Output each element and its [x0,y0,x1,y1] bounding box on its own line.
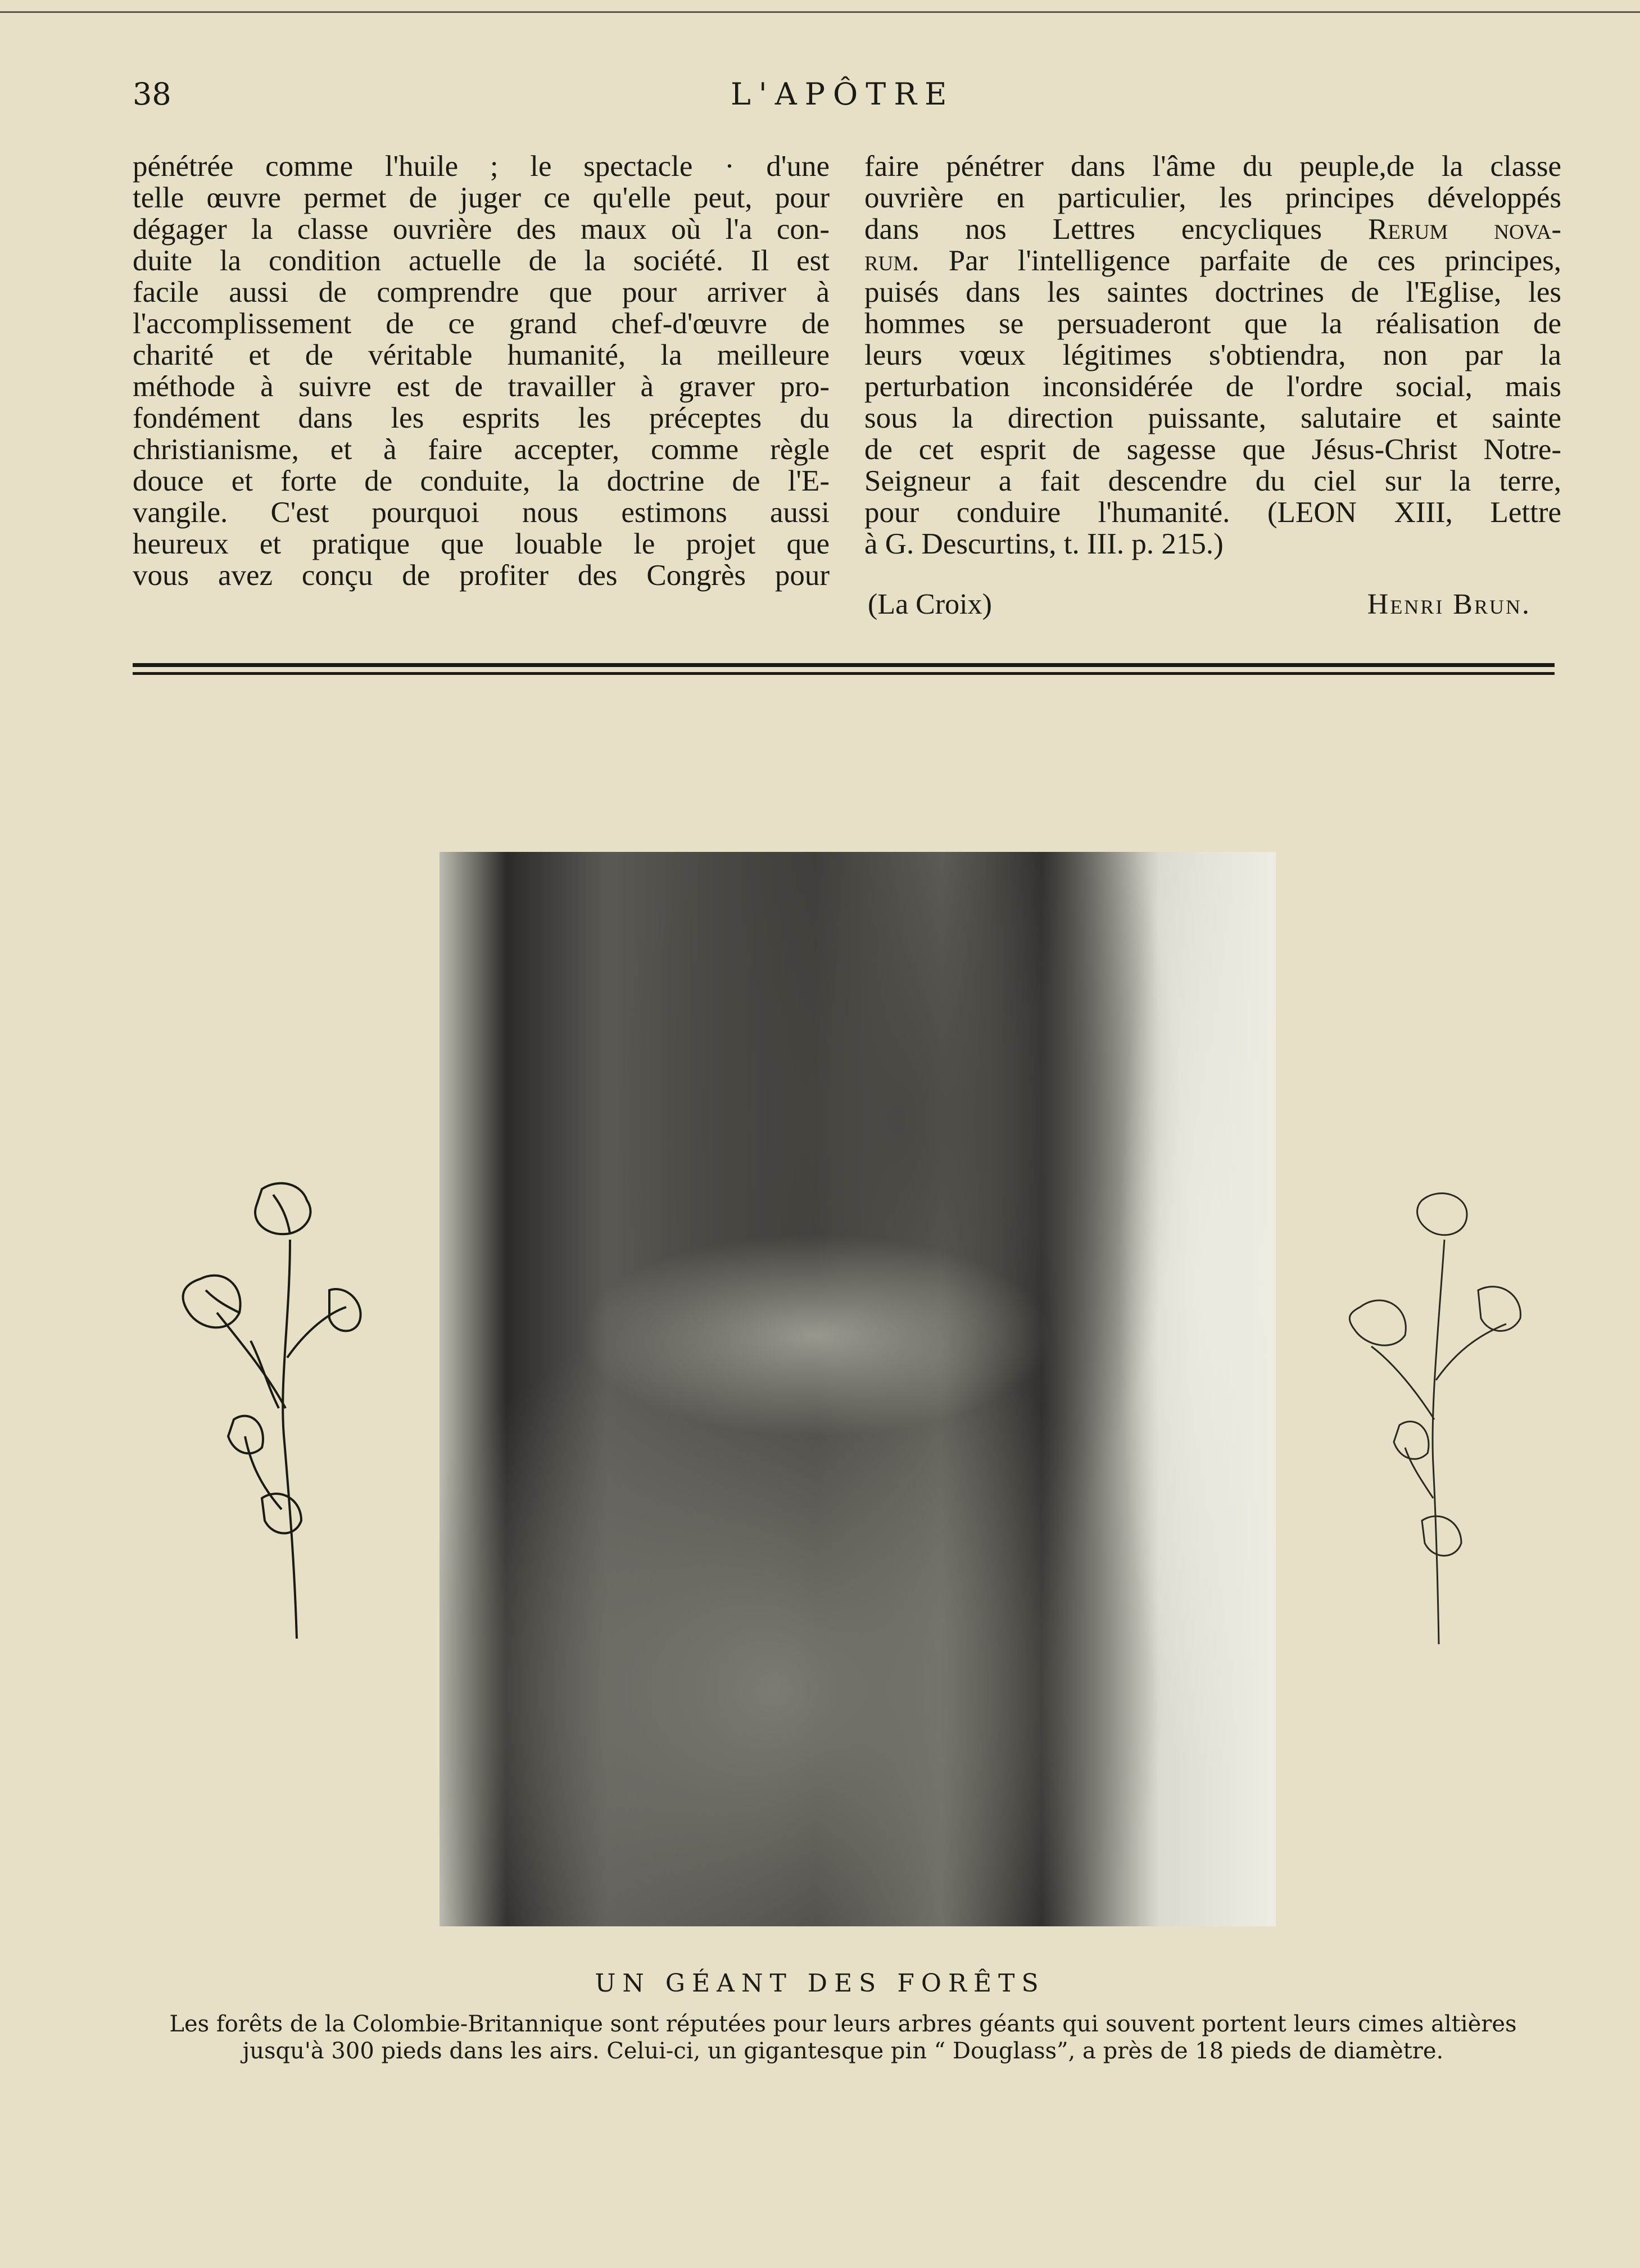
text-span: Par l'intelligence parfaite de ces principes, [948,244,1562,277]
text-line [864,245,1561,276]
text-line: méthode à suivre est de travailler à graver pro- [133,370,830,403]
text-line: pénétrée comme l'huile ; le spectacle · d'une [133,150,830,183]
text-line: hommes se persuaderont que la réalisation de [864,307,1561,340]
text-line: fondément dans les esprits les préceptes du [133,402,830,434]
text-line: à G. Descurtins, t. III. p. 215.) [864,528,1224,560]
caption-line: jusqu'à 300 pieds dans les airs. Celui-ci, un gigantesque pin “ Douglass”, a près de 18 pieds de diamètre. [242,2038,1444,2064]
figure-title: UN GÉANT DES FORÊTS [595,1969,1045,1998]
page-number: 38 [133,76,171,112]
flower-illustration-left-icon [166,1172,380,1644]
text-line: leurs vœux légitimes s'obtiendra, non par la [864,339,1561,371]
left-column [133,151,830,591]
text-line: sous la direction puissante, salutaire et sainte [864,402,1561,434]
text-line: Seigneur a fait descendre du ciel sur la terre, [864,465,1561,497]
caption-line: Les forêts de la Colombie-Britannique sont réputées pour leurs arbres géants qui souvent portent leurs cimes altières [169,2011,1517,2037]
text-line: vangile. C'est pourquoi nous estimons aussi [133,496,830,529]
text-line: l'accomplissement de ce grand chef-d'œuvre de [133,307,830,340]
top-rule [0,11,1640,13]
text-line: charité et de véritable humanité, la meilleure [133,339,830,371]
text-span: dans nos Lettres encycliques [864,213,1322,246]
text-line: faire pénétrer dans l'âme du peuple,de la classe [864,150,1561,183]
text-line: facile aussi de comprendre que pour arriver à [133,276,830,309]
text-line: telle œuvre permet de juger ce qu'elle peut, pour [133,182,830,214]
text-line: ouvrière en particulier, les principes développés [864,182,1561,214]
text-line: duite la condition actuelle de la société. Il est [133,244,830,277]
text-line: de cet esprit de sagesse que Jésus-Christ Notre- [864,433,1561,466]
text-line: perturbation inconsidérée de l'ordre social, mais [864,370,1561,403]
source-credit: (La Croix) [868,588,992,620]
running-head: L'APÔTRE [731,76,955,112]
text-line: christianisme, et à faire accepter, comme règle [133,433,830,466]
section-divider-thin [133,672,1555,675]
figure-caption [135,2011,1551,2065]
author-name: Henri Brun. [1367,588,1531,620]
text-line: pour conduire l'humanité. (LEON XIII, Lettre [864,496,1561,529]
text-line: heureux et pratique que louable le projet que [133,528,830,560]
text-line [864,214,1561,245]
encyclical-title: Rerum nova- [1368,213,1562,246]
text-line: puisés dans les saintes doctrines de l'Eglise, les [864,276,1561,309]
text-line: douce et forte de conduite, la doctrine de l'E- [133,465,830,497]
section-divider [133,663,1555,667]
right-column [864,151,1561,560]
text-line: vous avez conçu de profiter des Congrès pour [133,559,830,592]
text-line: dégager la classe ouvrière des maux où l'a con- [133,213,830,246]
encyclical-title-end: rum. [864,244,919,277]
giant-tree-photograph [440,852,1276,1926]
flower-illustration-right-icon [1338,1183,1551,1655]
